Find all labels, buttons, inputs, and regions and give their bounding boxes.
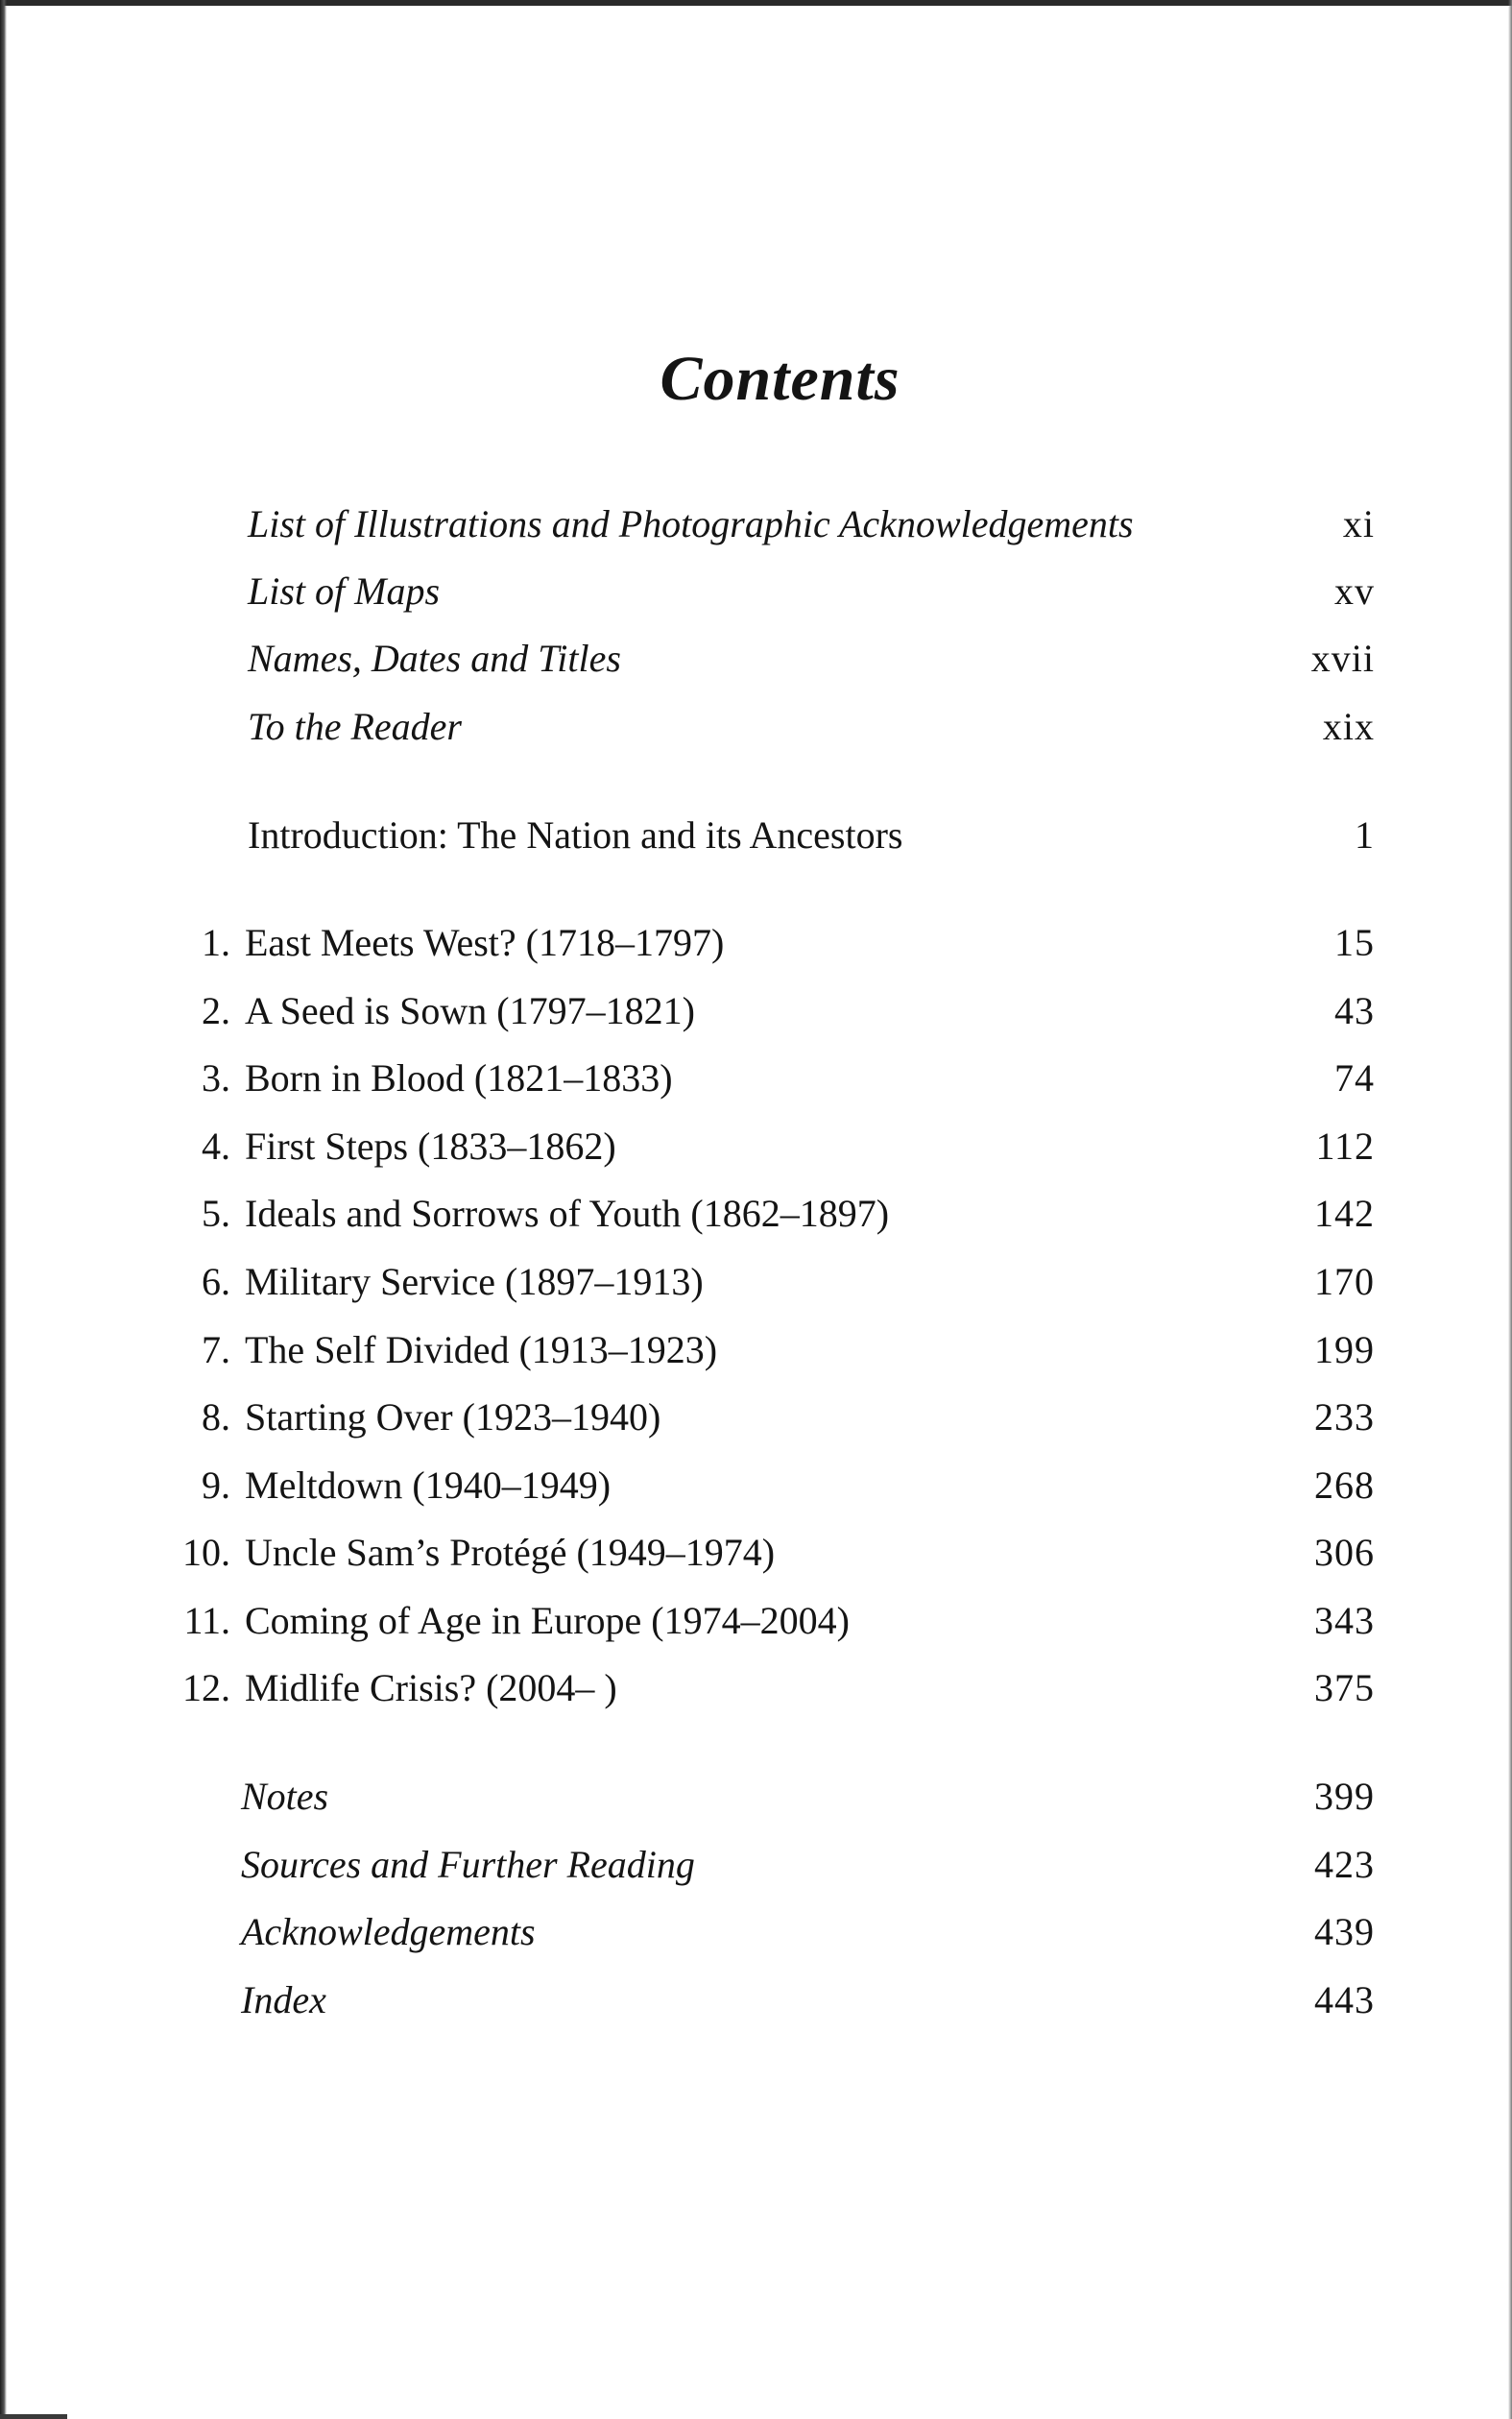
toc-chapter-3[interactable] [0, 1050, 1512, 1107]
toc-entry-page: 74 [1334, 1056, 1375, 1100]
toc-entry-label: The Self Divided (1913–1923) [245, 1328, 718, 1371]
toc-entry-label: List of Maps [248, 569, 441, 613]
toc-entry-sources[interactable] [0, 1836, 1512, 1894]
chapter-number: 1. [202, 921, 230, 964]
toc-chapter-4[interactable] [0, 1118, 1512, 1175]
toc-entry-acknowledgements[interactable] [0, 1903, 1512, 1961]
chapter-number: 4. [202, 1125, 230, 1168]
toc-entry-label: Born in Blood (1821–1833) [245, 1056, 673, 1100]
chapter-number: 12. [182, 1666, 230, 1709]
scan-edge-bottom [0, 2414, 67, 2419]
toc-chapter-7[interactable] [0, 1321, 1512, 1379]
toc-entry-page: 43 [1334, 989, 1375, 1032]
toc-chapter-11[interactable] [0, 1592, 1512, 1650]
toc-entry-page: 112 [1315, 1125, 1375, 1168]
toc-chapter-12[interactable] [0, 1659, 1512, 1717]
toc-entry-page: 15 [1334, 921, 1375, 964]
toc-entry-maps[interactable] [0, 563, 1512, 620]
toc-entry-page: 199 [1314, 1328, 1375, 1371]
toc-entry-page: 375 [1314, 1666, 1375, 1709]
toc-entry-page: 399 [1314, 1775, 1375, 1818]
toc-entry-introduction[interactable] [0, 807, 1512, 864]
toc-entry-label: Midlife Crisis? (2004– ) [245, 1666, 617, 1709]
toc-entry-page: 1 [1355, 813, 1375, 857]
toc-chapter-2[interactable] [0, 982, 1512, 1040]
chapter-number: 9. [202, 1463, 230, 1507]
toc-entry-label: First Steps (1833–1862) [245, 1125, 616, 1168]
toc-entry-page: xix [1322, 705, 1375, 748]
toc-entry-page: 443 [1314, 1978, 1375, 2021]
chapter-number: 10. [182, 1531, 230, 1574]
toc-entry-label: To the Reader [248, 705, 462, 748]
toc-entry-label: Ideals and Sorrows of Youth (1862–1897) [245, 1192, 890, 1235]
toc-chapter-10[interactable] [0, 1524, 1512, 1582]
toc-entry-label: List of Illustrations and Photographic Acknowledgements [248, 502, 1134, 545]
chapter-number: 5. [202, 1192, 230, 1235]
toc-entry-label: A Seed is Sown (1797–1821) [245, 989, 695, 1032]
toc-entry-label: Military Service (1897–1913) [245, 1260, 704, 1303]
chapter-number: 11. [183, 1599, 230, 1642]
toc-chapter-6[interactable] [0, 1253, 1512, 1311]
toc-chapter-9[interactable] [0, 1457, 1512, 1514]
chapter-number: 8. [202, 1395, 230, 1439]
page-title: Contents [660, 344, 900, 415]
toc-entry-names-dates-titles[interactable] [0, 630, 1512, 688]
toc-chapter-1[interactable] [0, 914, 1512, 972]
toc-chapter-8[interactable] [0, 1389, 1512, 1446]
chapter-number: 6. [202, 1260, 230, 1303]
toc-entry-page: 439 [1314, 1910, 1375, 1953]
toc-entry-label: Introduction: The Nation and its Ancestors [248, 813, 903, 857]
toc-entry-label: Acknowledgements [241, 1910, 536, 1953]
toc-entry-page: 170 [1314, 1260, 1375, 1303]
toc-entry-page: 343 [1314, 1599, 1375, 1642]
toc-entry-label: Uncle Sam’s Protégé (1949–1974) [245, 1531, 776, 1574]
toc-entry-page: 142 [1314, 1192, 1375, 1235]
toc-entry-page: xvii [1310, 637, 1375, 680]
toc-entry-page: 423 [1314, 1843, 1375, 1886]
toc-entry-page: 268 [1314, 1463, 1375, 1507]
chapter-number: 3. [202, 1056, 230, 1100]
toc-entry-page: xi [1342, 502, 1375, 545]
chapter-number: 7. [202, 1328, 230, 1371]
toc-entry-label: Sources and Further Reading [241, 1843, 695, 1886]
toc-entry-notes[interactable] [0, 1768, 1512, 1826]
toc-entry-page: xv [1334, 569, 1375, 613]
toc-entry-label: Notes [241, 1775, 329, 1818]
toc-entry-label: Meltdown (1940–1949) [245, 1463, 612, 1507]
toc-chapter-5[interactable] [0, 1185, 1512, 1243]
toc-entry-label: Starting Over (1923–1940) [245, 1395, 661, 1439]
toc-entry-to-the-reader[interactable] [0, 698, 1512, 756]
toc-entry-page: 233 [1314, 1395, 1375, 1439]
toc-entry-page: 306 [1314, 1531, 1375, 1574]
toc-entry-illustrations[interactable] [0, 496, 1512, 553]
toc-entry-label: Index [241, 1978, 326, 2021]
toc-entry-label: Names, Dates and Titles [248, 637, 621, 680]
toc-entry-label: East Meets West? (1718–1797) [245, 921, 725, 964]
toc-entry-label: Coming of Age in Europe (1974–2004) [245, 1599, 850, 1642]
scan-edge-top [0, 0, 1512, 6]
toc-entry-index[interactable] [0, 1971, 1512, 2029]
chapter-number: 2. [202, 989, 230, 1032]
